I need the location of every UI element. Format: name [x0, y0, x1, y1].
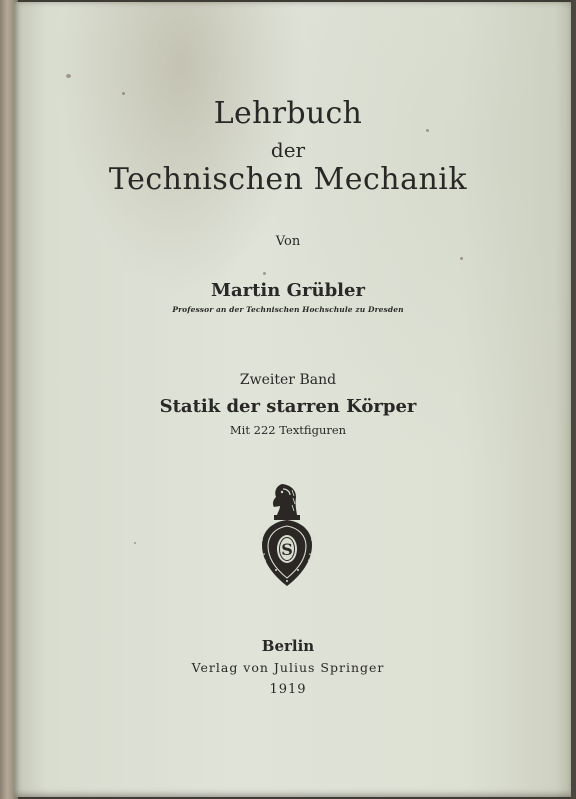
- volume-number: Zweiter Band: [239, 372, 337, 388]
- svg-text:S: S: [281, 540, 293, 559]
- book-subtitle: Technischen Mechanik: [108, 162, 468, 197]
- volume-title: Statik der starren Körper: [159, 396, 417, 417]
- paper-stain: [460, 257, 463, 260]
- paper-stain: [263, 272, 266, 275]
- springer-knight-chess-emblem-icon: [256, 482, 318, 588]
- book-title: Lehrbuch: [213, 96, 363, 131]
- paper-stain: [122, 92, 125, 95]
- publisher-name: Verlag von Julius Springer: [191, 660, 385, 675]
- figures-note: Mit 222 Textfiguren: [229, 423, 347, 437]
- publication-city: Berlin: [261, 637, 315, 655]
- scan-border: [571, 0, 576, 799]
- publication-year: 1919: [269, 682, 307, 697]
- title-page: [14, 2, 572, 797]
- author-name: Martin Grübler: [211, 280, 365, 301]
- paper-stain: [66, 74, 71, 78]
- title-connector: der: [270, 138, 306, 162]
- paper-stain: [134, 542, 136, 544]
- by-label: Von: [275, 234, 301, 249]
- author-affiliation: Professor an der Technischen Hochschule zu Dresden: [172, 305, 404, 314]
